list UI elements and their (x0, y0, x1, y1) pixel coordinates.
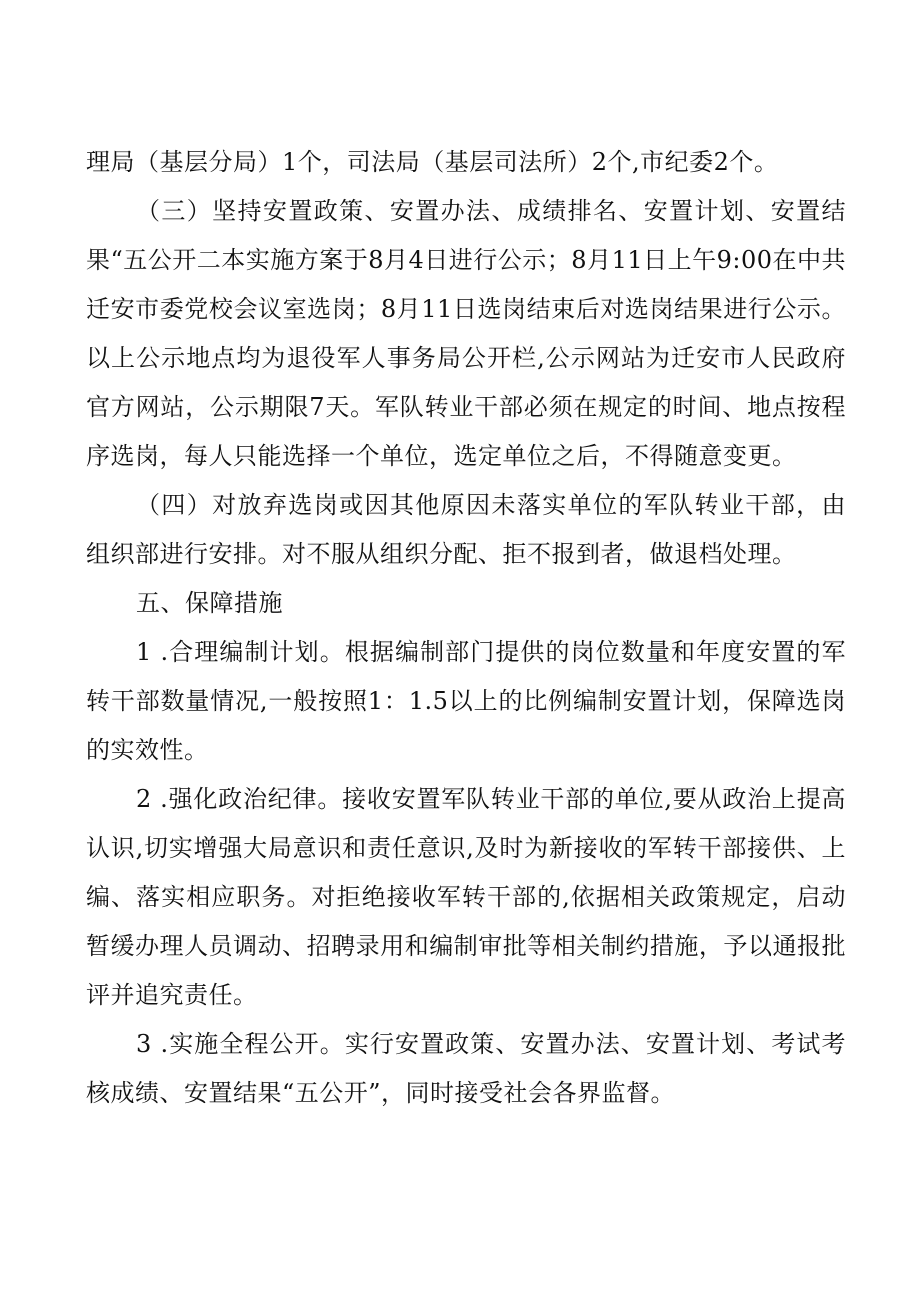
paragraph-measure-three: 3 .实施全程公开。实行安置政策、安置办法、安置计划、考试考核成绩、安置结果“五公开”，同时接受社会各界监督。 (86, 1030, 846, 1107)
paragraph-continuation: 理局（基层分局）1个，司法局（基层司法所）2个,市纪委2个。 (86, 148, 779, 176)
paragraph-item-four: （四）对放弃选岗或因其他原因未落实单位的军队转业干部，由组织部进行安排。对不服从组织分配、拒不报到者，做退档处理。 (86, 491, 846, 568)
section-heading-safeguards: 五、保障措施 (136, 589, 283, 617)
paragraph-measure-two: 2 .强化政治纪律。接收安置军队转业干部的单位,要从政治上提高认识,切实增强大局意识和责任意识,及时为新接收的军转干部接供、上编、落实相应职务。对拒绝接收军转干部的,依据相关政策规定，启动暂缓办理人员调动、招聘录用和编制审批等相关制约措施，予以通报批评并追究责任。 (86, 785, 846, 1009)
paragraph-item-three: （三）坚持安置政策、安置办法、成绩排名、安置计划、安置结果“五公开二本实施方案于8月4日进行公示；8月11日上午9:00在中共迁安市委党校会议室选岗；8月11日选岗结束后对选岗结果进行公示。以上公示地点均为退役军人事务局公开栏,公示网站为迁安市人民政府官方网站，公示期限7天。军队转业干部必须在规定的时间、地点按程序选岗，每人只能选择一个单位，选定单位之后，不得随意变更。 (86, 197, 847, 470)
document-body (86, 138, 846, 1118)
paragraph-measure-one: 1 .合理编制计划。根据编制部门提供的岗位数量和年度安置的军转干部数量情况,一般按照1：1.5以上的比例编制安置计划，保障选岗的实效性。 (86, 638, 846, 764)
